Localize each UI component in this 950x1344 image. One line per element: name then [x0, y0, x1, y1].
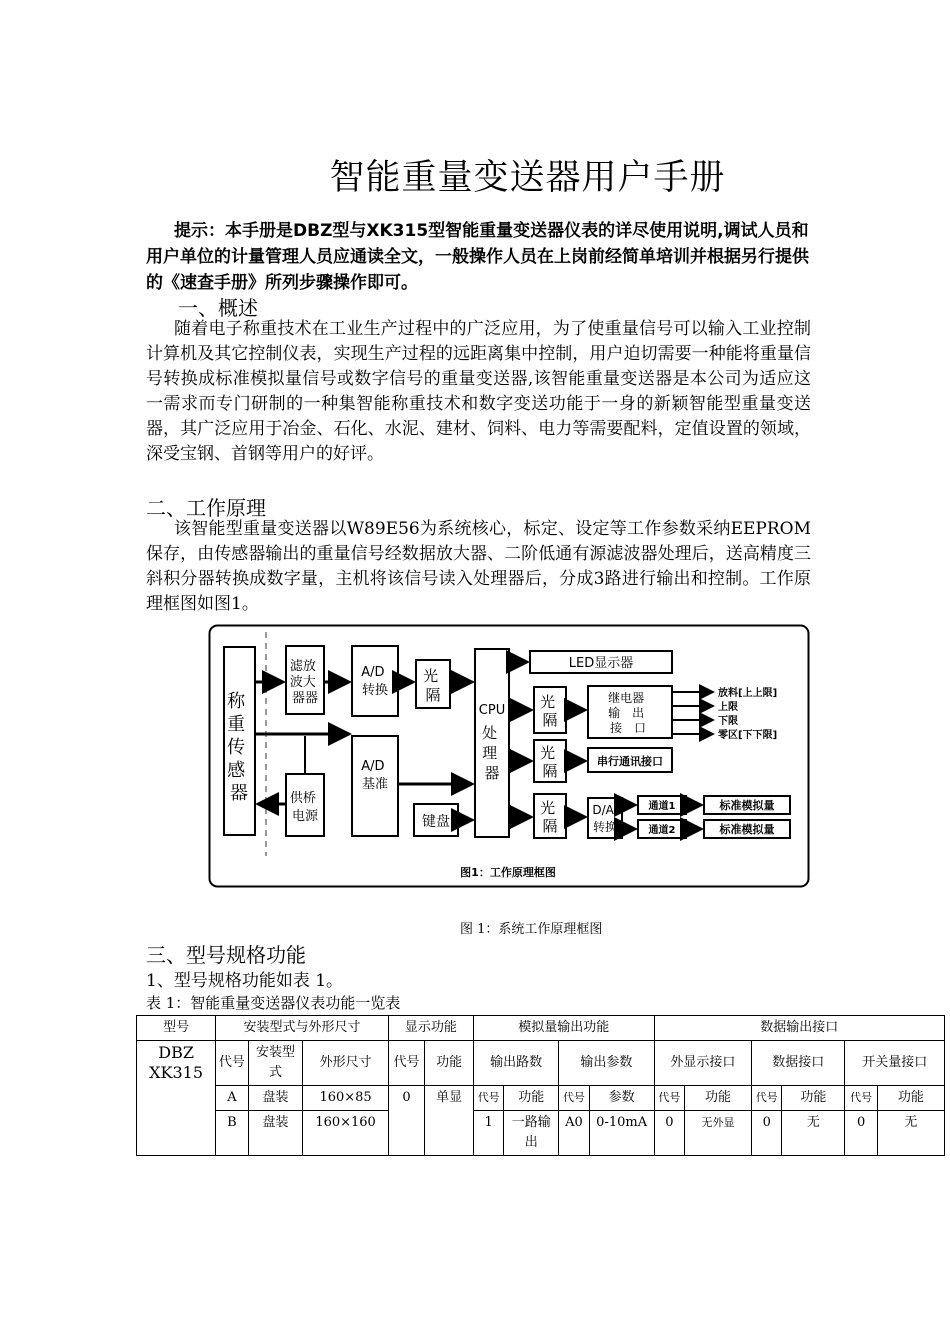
table-cell: A: [216, 1086, 248, 1111]
table-cell: 外形尺寸: [303, 1041, 388, 1086]
table-cell: 0: [752, 1111, 782, 1156]
table-cell: 功能: [425, 1041, 474, 1086]
block-diagram: [208, 624, 810, 888]
table-cell: A0: [559, 1111, 589, 1156]
model-line: XK315: [149, 1063, 204, 1082]
cpu-text: 器: [484, 764, 500, 782]
table-cell: 盘装: [248, 1086, 303, 1111]
table-cell: 开关量接口: [845, 1041, 945, 1086]
opto-text: 隔: [425, 686, 441, 704]
serial-text: 串行通讯接口: [597, 755, 663, 768]
sensor-char: 传: [227, 737, 246, 758]
svg-text:继电器 输 出 接 口: [608, 690, 648, 735]
table-cell: 功能: [877, 1086, 944, 1111]
opto-text: 隔: [542, 762, 558, 780]
spec-intro: 1、型号规格功能如表 1。: [146, 971, 344, 991]
opto-text: 光: [540, 744, 556, 762]
output-label: 零区[下下限]: [718, 730, 778, 741]
svg-text:滤放 波大 器器: [290, 658, 320, 706]
output-label: 放料[上上限]: [718, 688, 778, 699]
analog-out-2-text: 标准模拟量: [719, 823, 775, 836]
principle-paragraph: 该智能型重量变送器以W89E56为系统核心，标定、设定等工作参数采纳EEPROM保存，由传感器输出的重量信号经数据放大器、二阶低通有源滤波器处理后，送高精度三斜积分器转换成数字量，主机将该信号读入处理器后，分成3路进行输出和控制。工作原理框图如图1。: [146, 519, 811, 614]
opto-text: 光: [540, 799, 556, 817]
cpu-text: 理: [482, 744, 498, 762]
svg-text:处 理 器: [482, 724, 502, 782]
cpu-block: [475, 649, 509, 837]
channel-2-text: 通道2: [648, 825, 676, 836]
table-cell: 功能: [782, 1086, 845, 1111]
model-cell: [137, 1041, 216, 1156]
table-row: [137, 1041, 945, 1086]
table-title: 表 1：智能重量变送器仪表功能一览表: [146, 994, 401, 1012]
spec-table: [136, 1015, 945, 1156]
table-header-cell: 模拟量输出功能: [473, 1016, 654, 1041]
svg-text:光 隔: [423, 667, 443, 704]
cpu-text: 处: [482, 724, 498, 742]
table-cell: 代号: [473, 1086, 503, 1111]
opto-text: 光: [423, 667, 439, 685]
table-cell: 外显示接口: [654, 1041, 751, 1086]
svg-text:光 隔: [540, 799, 560, 835]
table-cell: 盘装: [248, 1111, 303, 1156]
ad-convert-text: A/D: [361, 665, 385, 680]
ad-ref-text: A/D: [361, 759, 385, 774]
table-cell: 安装型式: [248, 1041, 303, 1086]
relay-text: 继电器: [608, 691, 645, 705]
page-title: 智能重量变送器用户手册: [329, 158, 726, 198]
table-row: [137, 1016, 945, 1041]
table-cell: 功能: [504, 1086, 559, 1111]
table-cell: 无: [877, 1111, 944, 1156]
table-cell: 代号: [752, 1086, 782, 1111]
figure-inner-caption: 图1：工作原理框图: [460, 866, 556, 879]
section-heading-spec: 三、型号规格功能: [146, 943, 306, 967]
table-cell: 代号: [216, 1041, 248, 1086]
power-text: 供桥: [289, 791, 316, 806]
svg-text:CPU: [479, 703, 505, 718]
table-cell: B: [216, 1111, 248, 1156]
svg-text:光 隔: [540, 744, 560, 780]
table-header-cell: 显示功能: [388, 1016, 473, 1041]
table-cell: 1: [473, 1111, 503, 1156]
table-cell: 0: [845, 1111, 877, 1156]
figure-caption: 图 1：系统工作原理框图: [460, 922, 603, 937]
table-cell: 代号: [559, 1086, 589, 1111]
da-text: D/A: [592, 803, 614, 817]
svg-text:光 隔: [540, 693, 560, 729]
table-cell: 160×85: [303, 1086, 388, 1111]
svg-text:称 重 传 感 器: [227, 691, 251, 804]
filter-amp-text: 器器: [291, 691, 319, 706]
table-cell: 0: [388, 1086, 425, 1156]
table-cell: 无: [782, 1111, 845, 1156]
opto-text: 隔: [542, 817, 558, 835]
sensor-char: 重: [227, 714, 246, 735]
table-cell: 无外显: [685, 1111, 752, 1156]
filter-amp-text: 波大: [289, 675, 316, 690]
table-cell: 0: [654, 1111, 684, 1156]
table-cell: 一路输出: [504, 1111, 559, 1156]
section-heading-principle: 二、工作原理: [146, 496, 266, 520]
table-cell: 代号: [654, 1086, 684, 1111]
opto-text: 隔: [542, 711, 558, 729]
sensor-char: 器: [230, 783, 248, 804]
cpu-text: CPU: [478, 703, 506, 718]
relay-text: 输 出: [608, 706, 645, 720]
keyboard-text: 键盘: [422, 814, 450, 830]
ad-convert-block: [352, 646, 398, 716]
led-text: LED显示器: [568, 656, 634, 671]
sensor-char: 称: [227, 691, 246, 712]
relay-text: 接 口: [609, 721, 647, 735]
analog-out-1-text: 标准模拟量: [719, 799, 775, 812]
da-text: 转换: [592, 820, 618, 834]
table-row: [137, 1086, 945, 1111]
table-cell: 单显: [425, 1086, 474, 1156]
table-cell: 输出路数: [473, 1041, 558, 1086]
opto-text: 光: [540, 693, 556, 711]
filter-amp-text: 滤放: [289, 659, 316, 674]
table-cell: 代号: [388, 1041, 425, 1086]
table-header-cell: 安装型式与外形尺寸: [216, 1016, 389, 1041]
table-cell: 功能: [685, 1086, 752, 1111]
table-cell: 160×160: [303, 1111, 388, 1156]
table-row: [137, 1111, 945, 1156]
ad-convert-text: 转换: [361, 683, 389, 698]
output-label: 下限: [718, 716, 738, 727]
power-text: 电源: [291, 809, 319, 824]
notice-paragraph: 提示：本手册是DBZ型与XK315型智能重量变送器仪表的详尽使用说明,调试人员和用户单位的计量管理人员应通读全文，一般操作人员在上岗前经简单培训并根据另行提供的《速查手册》所列步骤操作即可。: [146, 221, 809, 293]
overview-paragraph: 随着电子称重技术在工业生产过程中的广泛应用，为了使重量信号可以输入工业控制计算机及其它控制仪表，实现生产过程的远距离集中控制，用户迫切需要一种能将重量信号转换成标准模拟量信号或数字信号的重量变送器,该智能重量变送器是本公司为适应这一需求而专门研制的一种集智能称重技术和数字变送功能于一身的新颖智能型重量变送器，其广泛应用于冶金、石化、水泥、建材、饲料、电力等需要配料，定值设置的领域，深受宝钢、首钢等用户的好评。: [146, 319, 811, 464]
ad-ref-text: 基准: [361, 777, 389, 792]
output-label: 上限: [718, 702, 738, 713]
section-heading-overview: 一、概述: [178, 296, 258, 320]
table-cell: 输出参数: [559, 1041, 654, 1086]
table-cell: 0-10mA: [589, 1111, 654, 1156]
table-cell: 数据接口: [752, 1041, 845, 1086]
channel-1-text: 通道1: [648, 801, 676, 812]
table-cell: 参数: [589, 1086, 654, 1111]
table-header-cell: 数据输出接口: [654, 1016, 944, 1041]
sensor-char: 感: [227, 760, 246, 781]
table-cell: 代号: [845, 1086, 877, 1111]
model-line: DBZ: [158, 1043, 194, 1062]
table-header-cell: 型号: [137, 1016, 216, 1041]
